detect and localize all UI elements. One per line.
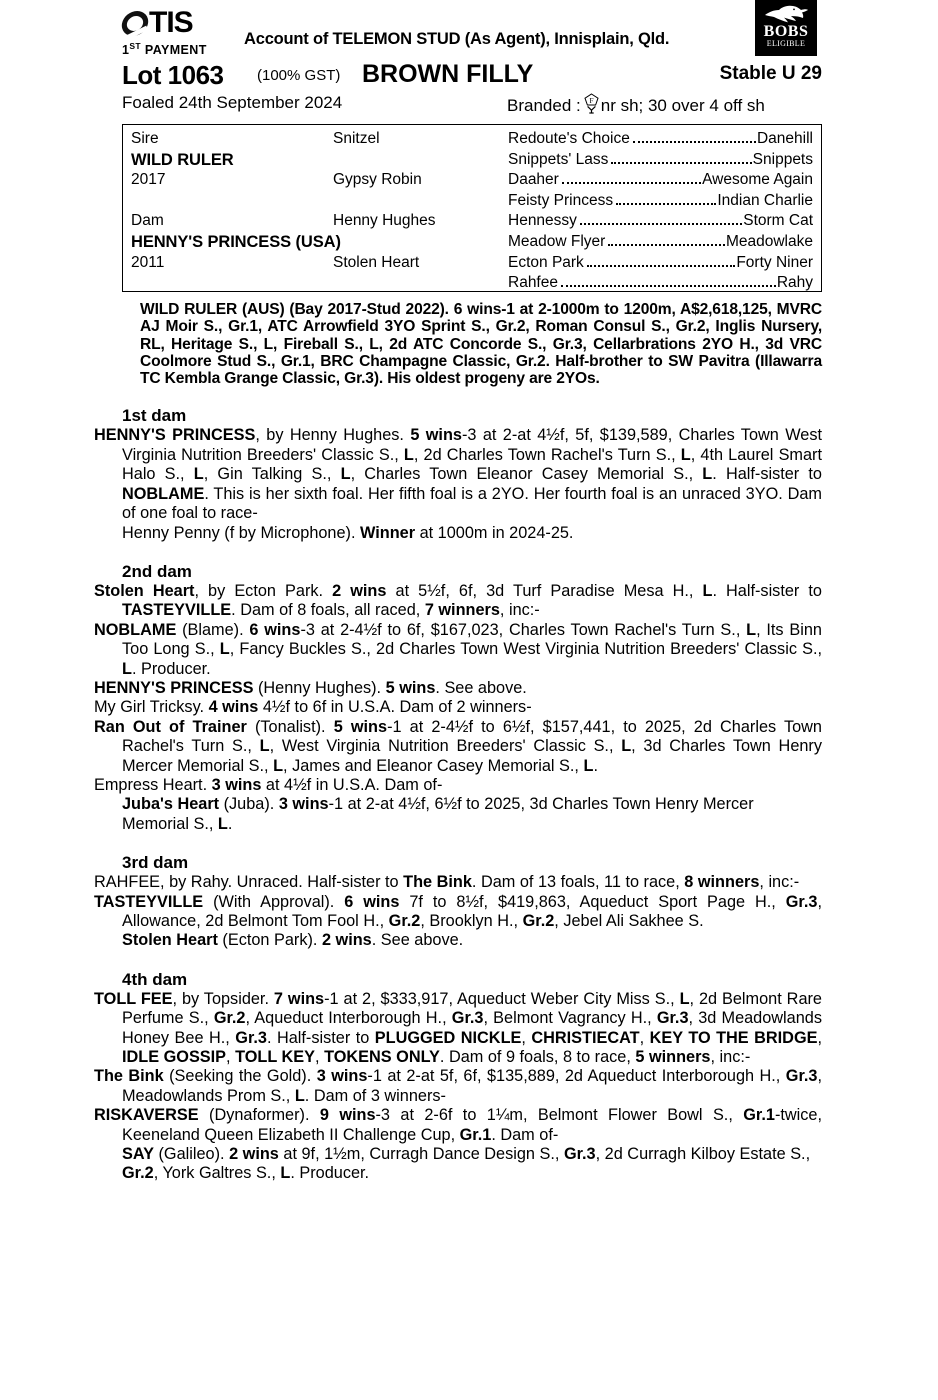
pedigree-c1: 2017 — [131, 171, 166, 189]
pedigree-row — [123, 191, 821, 212]
pedigree-c2: Henny Hughes — [333, 212, 436, 230]
pedigree-entry: The Bink (Seeking the Gold). 3 wins-1 at 2-at 5f, 6f, $135,889, 2d Aqueduct Interborough H., Gr.3, Meadowlands Prom S., L. Dam of 3 winners- — [94, 1067, 823, 1105]
pedigree-c3-left: Rahfee — [508, 274, 558, 292]
pedigree-c3-right: Snippets — [752, 150, 813, 168]
otis-tagline: 1ST PAYMENT — [122, 41, 207, 58]
pedigree-c1: 2011 — [131, 253, 165, 271]
pedigree-c3-left: Daaher — [508, 171, 559, 189]
pedigree-c3-right: Storm Cat — [743, 212, 813, 230]
pedigree-c3-right: Meadowlake — [725, 232, 813, 250]
foaled-branded-line — [122, 93, 822, 120]
bobs-eligible-logo — [755, 0, 817, 56]
otis-wordmark — [122, 8, 242, 38]
pedigree-entry: TASTEYVILLE (With Approval). 6 wins 7f to 8½f, $419,863, Aqueduct Sport Page H., Gr.3, Allowance, 2d Belmont Tom Fool H., Gr.2, Brooklyn H., Gr.2, Jebel Ali Sakhee S. — [94, 892, 822, 931]
fourth-dam-entries — [94, 989, 823, 1184]
pedigree-entry: RAHFEE, by Rahy. Unraced. Half-sister to The Bink. Dam of 13 foals, 11 to race, 8 winners, inc:- — [94, 873, 800, 892]
branded-text: nr sh; 30 over 4 off sh — [600, 96, 765, 115]
first-dam-entries — [94, 426, 822, 542]
pedigree-c3-left: Redoute's Choice — [508, 130, 630, 147]
pedigree-entry: RISKAVERSE (Dynaformer). 9 wins-3 at 2-6f to 1¼m, Belmont Flower Bowl S., Gr.1-twice, Keeneland Queen Elizabeth II Challenge Cup, Gr.1. Dam of- — [94, 1106, 822, 1144]
branded-label: Branded : — [507, 96, 581, 115]
pedigree-c3 — [508, 129, 813, 150]
pedigree-c2: Snitzel — [333, 130, 380, 147]
lot-number: Lot 1063 — [122, 60, 224, 90]
otis-o-icon — [120, 11, 150, 36]
third-dam-entries — [94, 873, 822, 951]
pedigree-c1: Sire — [131, 130, 159, 147]
dot-leader — [562, 182, 701, 184]
first-dam-heading: 1st dam — [122, 406, 187, 426]
second-dam-entries — [94, 581, 822, 834]
pedigree-c3-right: Indian Charlie — [717, 191, 813, 209]
pedigree-c2: Stolen Heart — [333, 253, 420, 271]
dot-leader — [633, 141, 756, 143]
pedigree-c3-left: Hennessy — [508, 212, 577, 230]
pedigree-c1: Dam — [131, 212, 164, 230]
pedigree-entry: Ran Out of Trainer (Tonalist). 5 wins-1 at 2-4½f to 6½f, $157,441, to 2025, 2d Charles Town Rachel's Turn S., L, West Virginia Nutrition Breeders' Classic S., L, 3d Charles Town Henry Mercer Memorial S., L, James and Eleanor Casey Memorial S., L. — [94, 717, 822, 775]
second-dam-heading: 2nd dam — [122, 561, 192, 581]
page-header — [122, 0, 822, 58]
pedigree-c1: WILD RULER — [131, 150, 234, 169]
pedigree-entry: Henny Penny (f by Microphone). Winner at 1000m in 2024-25. — [122, 523, 574, 542]
pedigree-entry: Stolen Heart, by Ecton Park. 2 wins at 5½f, 6f, 3d Turf Paradise Mesa H., L. Half-sister to TASTEYVILLE. Dam of 8 foals, all raced, 7 winners, inc:- — [94, 581, 822, 620]
pedigree-entry: My Girl Tricksy. 4 wins 4½f to 6f in U.S.A. Dam of 2 winners- — [94, 698, 532, 717]
horse-description: BROWN FILLY — [362, 60, 534, 88]
pedigree-c3-left: Feisty Princess — [508, 191, 614, 209]
horse-head-icon — [763, 4, 809, 24]
pedigree-c3 — [508, 211, 813, 232]
pedigree-c3 — [508, 150, 813, 171]
otis-logo — [122, 8, 242, 57]
pedigree-entry: Stolen Heart (Ecton Park). 2 wins. See above. — [122, 931, 464, 950]
pedigree-entry: Juba's Heart (Juba). 3 wins-1 at 2-at 4½f, 6½f to 2025, 3d Charles Town Henry Mercer Memorial S., L. — [122, 795, 754, 833]
pedigree-c3 — [508, 232, 813, 253]
pedigree-entry: Empress Heart. 3 wins at 4½f in U.S.A. Dam of- — [94, 775, 443, 794]
pedigree-entry: HENNY'S PRINCESS (Henny Hughes). 5 wins. See above. — [94, 678, 527, 697]
sire-performance-blurb: WILD RULER (AUS) (Bay 2017-Stud 2022). 6 wins-1 at 2-1000m to 1200m, A$2,618,125, MVRC AJ Moir S., Gr.1, ATC Arrowfield 3YO Sprint S., Gr.2, Roman Consul S., Gr.2, Inglis Nursery, RL, Heritage S., L, Fireball S., L, 2d ATC Concorde S., Gr.3, Cellarbrations 2YO H., 3d VRC Coolmore Stud S., Gr.1, BRC Champagne Classic, Gr.2. Half-brother to SW Pavitra (Illawarra TC Kembla Grange Classic, Gr.3). His oldest progeny are 2YOs. — [140, 301, 822, 388]
pedigree-c3-right: Rahy — [776, 274, 813, 292]
pedigree-c1: HENNY'S PRINCESS (USA) — [131, 232, 341, 251]
pedigree-c3-right: Danehill — [756, 130, 813, 147]
gst-note: (100% GST) — [257, 67, 341, 84]
pedigree-entry: HENNY'S PRINCESS, by Henny Hughes. 5 wins-3 at 2-at 4½f, 5f, $139,589, Charles Town West Virginia Nutrition Breeders' Classic S., L, 2d Charles Town Rachel's Turn S., L, 4th Laurel Smart Halo S., L, Gin Talking S., L, Charles Town Eleanor Casey Memorial S., L. Half-sister to NOBLAME. This is her sixth foal. Her fifth foal is a 2YO. Her fourth foal is an unraced 3YO. Dam of one foal to race- — [94, 426, 822, 523]
pedigree-c3 — [508, 191, 813, 212]
svg-text:F: F — [589, 96, 594, 105]
pedigree-c3 — [508, 253, 813, 274]
pedigree-c3-right: Awesome Again — [702, 171, 813, 189]
pedigree-row — [123, 129, 821, 150]
lot-line — [122, 60, 822, 90]
pedigree-entry: TOLL FEE, by Topsider. 7 wins-1 at 2, $333,917, Aqueduct Weber City Miss S., L, 2d Belmont Rare Perfume S., Gr.2, Aqueduct Interborough H., Gr.3, Belmont Vagrancy H., Gr.3, 3d Meadowlands Honey Bee H., Gr.3. Half-sister to PLUGGED NICKLE, CHRISTIECAT, KEY TO THE BRIDGE, IDLE GOSSIP, TOLL KEY, TOKENS ONLY. Dam of 9 foals, 8 to race, 5 winners, inc:- — [94, 989, 822, 1067]
pedigree-c3-left: Snippets' Lass — [508, 150, 609, 168]
dot-leader — [580, 223, 742, 225]
branded-info — [507, 93, 765, 119]
dot-leader — [608, 244, 725, 246]
account-line: Account of TELEMON STUD (As Agent), Innisplain, Qld. — [244, 30, 670, 48]
foaled-date: Foaled 24th September 2024 — [122, 93, 343, 112]
pedigree-row — [123, 273, 821, 294]
pedigree-entry: SAY (Galileo). 2 wins at 9f, 1½m, Curragh Dance Design S., Gr.3, 2d Curragh Kilboy Estate S., Gr.2, York Galtres S., L. Producer. — [122, 1145, 811, 1183]
dot-leader — [561, 285, 776, 287]
dot-leader — [611, 162, 751, 164]
pedigree-c2: Gypsy Robin — [333, 171, 422, 189]
pedigree-c3-right: Forty Niner — [736, 253, 813, 271]
stable-number: Stable U 29 — [719, 63, 822, 84]
pedigree-row — [123, 150, 821, 171]
pedigree-row — [123, 211, 821, 232]
dot-leader — [587, 265, 736, 267]
third-dam-heading: 3rd dam — [122, 853, 189, 873]
pedigree-row — [123, 170, 821, 191]
pedigree-c3 — [508, 273, 813, 294]
otis-logo-text: TIS — [149, 6, 193, 39]
bobs-eligible-text: ELIGIBLE — [766, 39, 806, 48]
fourth-dam-heading: 4th dam — [122, 969, 188, 989]
pedigree-row — [123, 232, 821, 253]
dot-leader — [616, 203, 716, 205]
pedigree-c3 — [508, 170, 813, 191]
pedigree-row — [123, 253, 821, 274]
bobs-name: BOBS — [763, 23, 809, 40]
pedigree-c3-left: Ecton Park — [508, 253, 584, 271]
catalogue-page — [94, 0, 823, 1184]
pedigree-c3-left: Meadow Flyer — [508, 232, 606, 250]
pedigree-entry: NOBLAME (Blame). 6 wins-3 at 2-4½f to 6f, $167,023, Charles Town Rachel's Turn S., L, Its Binn Too Long S., L, Fancy Buckles S., 2d Charles Town West Virginia Nutrition Breeders' Classic S., L. Producer. — [94, 620, 822, 678]
pedigree-table — [122, 124, 822, 292]
brand-mark-icon — [583, 93, 600, 119]
